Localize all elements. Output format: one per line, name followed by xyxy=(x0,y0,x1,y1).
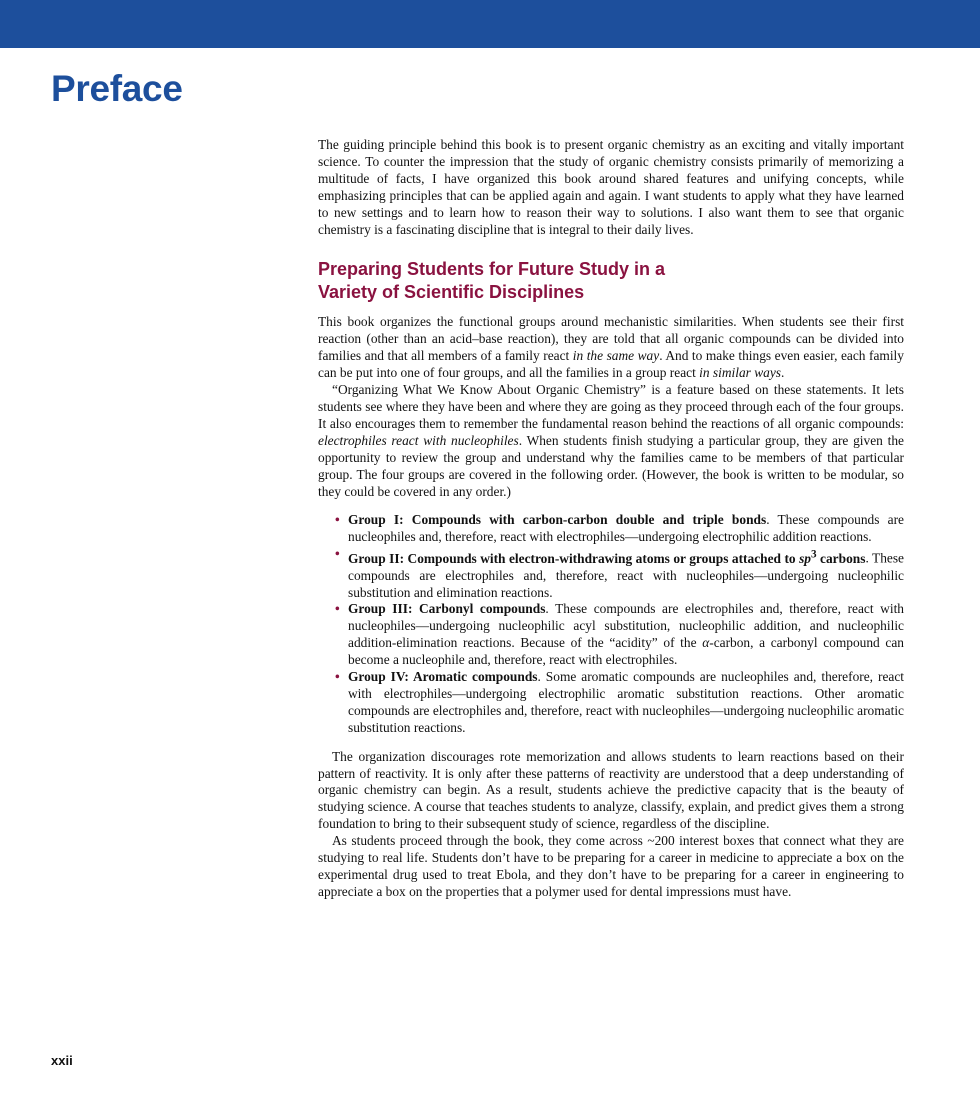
group-title: Group I: Compounds with carbon-carbon double and triple bonds xyxy=(348,512,767,528)
group-list xyxy=(318,512,904,736)
emphasis: in similar ways xyxy=(699,365,781,381)
emphasis: electrophiles react with nucleophiles xyxy=(318,432,519,448)
text-run: . When students finish studying a particular group, they are given the opportunity to review the group and understand why the families came to be members of that particular group. The four groups are covered in the following order. (However, the book is written to be modular, so they could be covered in any order.) xyxy=(318,432,904,499)
emphasis: in the same way xyxy=(572,348,660,364)
section-paragraph-1 xyxy=(318,314,904,382)
list-item-group-1 xyxy=(348,512,904,546)
group-title: Group III: Carbonyl compounds xyxy=(348,601,546,617)
header-bar xyxy=(0,0,980,48)
section-paragraph-3: The organization discourages rote memorization and allows students to learn reactions based on their pattern of reactivity. It is only after these patterns of reactivity are understood that a deep understanding of organic chemistry can begin. As a result, students achieve the predictive capacity that is the beauty of studying science. A course that teaches students to analyze, classify, explain, and predict gives them a strong foundation to bring to their subsequent study of science, regardless of the discipline. xyxy=(318,748,904,832)
list-item-group-4 xyxy=(348,669,904,737)
text-run: This book organizes the functional groups around mechanistic similarities. When students see their first reaction (other than an acid–base reaction), they are told that all organic compounds can be divided into families and that all members of a family react xyxy=(318,314,904,364)
text-run: . xyxy=(781,365,785,381)
list-item-group-2 xyxy=(348,546,904,601)
alpha-symbol: α xyxy=(702,635,710,651)
section-heading-line-2: Variety of Scientific Disciplines xyxy=(318,282,585,303)
group-text: . These compounds are electrophiles and, therefore, react with nucleophiles—undergoing nucleophilic acyl substitution, nucleophilic addition, and nucleophilic addition-elimination reactions. Because of the “acidity” of the xyxy=(348,601,904,651)
group-text: . These compounds are nucleophiles and, therefore, react with electrophiles—undergoing electrophilic addition reactions. xyxy=(348,512,904,545)
text-run: “Organizing What We Know About Organic Chemistry” is a feature based on these statements. It lets students see where they have been and where they are going as they proceed through each of the four groups. It also encourages them to remember the fundamental reason behind the reactions of all organic compounds: xyxy=(318,382,904,431)
superscript: 3 xyxy=(811,548,817,561)
group-title: Group IV: Aromatic compounds xyxy=(348,669,538,685)
page-number: xxii xyxy=(51,1053,73,1068)
section-paragraph-4: As students proceed through the book, they come across ~200 interest boxes that connect what they are studying to real life. Students don’t have to be preparing for a career in medicine to appreciate a box on the experimental drug used to treat Ebola, and they don’t have to be preparing for a career in engineering to appreciate a box on the properties that a polymer used for dental impressions must have. xyxy=(318,833,904,899)
sp-hybrid-label: sp xyxy=(799,550,811,566)
text-run: . And to make things even easier, each family can be put into one of four groups, and all the families in a group react xyxy=(318,348,904,381)
section-heading xyxy=(318,258,904,304)
group-text: -carbon, a carbonyl compound can become a nucleophile and, therefore, react with electrophiles. xyxy=(348,635,904,668)
group-title xyxy=(348,548,866,566)
section-heading-line-1: Preparing Students for Future Study in a xyxy=(318,259,666,280)
page-title: Preface xyxy=(51,68,183,109)
group-text: . These compounds are electrophiles and, therefore, react with nucleophiles—undergoing nucleophilic substitution and elimination reactions. xyxy=(348,550,904,600)
intro-paragraph: The guiding principle behind this book is to present organic chemistry as an exciting and vitally important science. To counter the impression that the study of organic chemistry consists primarily of memorizing a multitude of facts, I have organized this book around shared features and unifying concepts, while emphasizing principles that can be applied again and again. I want students to apply what they have learned to new settings and to learn how to reason their way to solutions. I also want them to see that organic chemistry is a fascinating discipline that is integral to their daily lives. xyxy=(318,137,904,237)
group-title-part: Group II: Compounds with electron-withdrawing atoms or groups attached to xyxy=(348,550,800,566)
group-text: . Some aromatic compounds are nucleophiles and, therefore, react with electrophiles—undergoing electrophilic aromatic substitution reactions. Other aromatic compounds are electrophiles and, therefore, react with nucleophiles—undergoing nucleophilic aromatic substitution reactions. xyxy=(348,669,904,735)
main-content xyxy=(318,137,904,901)
group-title-part: carbons xyxy=(816,550,866,566)
section-paragraph-2 xyxy=(318,382,904,500)
list-item-group-3 xyxy=(348,601,904,669)
